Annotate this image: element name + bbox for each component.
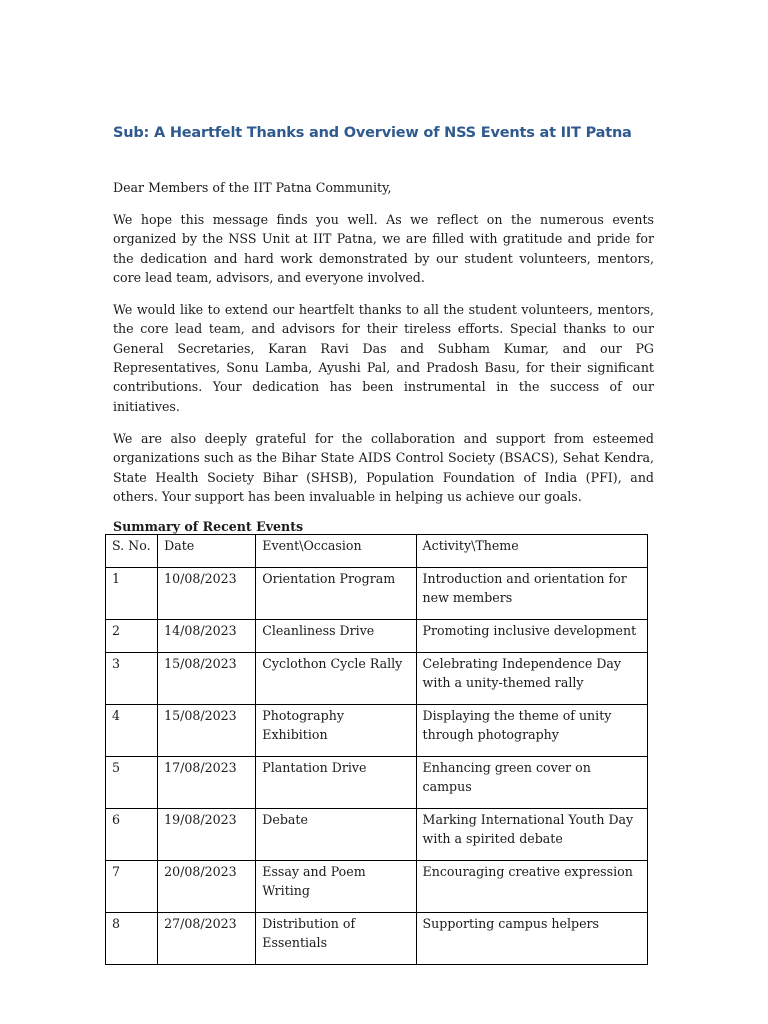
cell-activity: Enhancing green cover on campus <box>416 757 647 809</box>
greeting: Dear Members of the IIT Patna Community, <box>113 180 392 195</box>
subject-heading: Sub: A Heartfelt Thanks and Overview of NSS Events at IIT Patna <box>113 125 632 141</box>
cell-date: 20/08/2023 <box>158 861 256 913</box>
table-row <box>106 653 648 705</box>
cell-date: 15/08/2023 <box>158 653 256 705</box>
table-row <box>106 809 648 861</box>
cell-activity: Displaying the theme of unity through photography <box>416 705 647 757</box>
table-row <box>106 705 648 757</box>
cell-serial: 5 <box>106 757 158 809</box>
header-date: Date <box>158 535 256 568</box>
header-event: Event\Occasion <box>256 535 416 568</box>
cell-date: 17/08/2023 <box>158 757 256 809</box>
table-header-row <box>106 535 648 568</box>
cell-event: Plantation Drive <box>256 757 416 809</box>
cell-date: 10/08/2023 <box>158 568 256 620</box>
cell-event: Cleanliness Drive <box>256 620 416 653</box>
cell-activity: Marking International Youth Day with a spirited debate <box>416 809 647 861</box>
cell-activity: Supporting campus helpers <box>416 913 647 965</box>
cell-event: Essay and Poem Writing <box>256 861 416 913</box>
paragraph-thanks: We would like to extend our heartfelt thanks to all the student volunteers, mentors, the core lead team, and advisors for their tireless efforts. Special thanks to our General Secretaries, Karan Ravi Das and Subham Kumar, and our PG Representatives, Sonu Lamba, Ayushi Pal, and Pradosh Basu, for their significant contributions. Your dedication has been instrumental in the success of our initiatives. <box>113 302 654 414</box>
cell-serial: 2 <box>106 620 158 653</box>
cell-event: Photography Exhibition <box>256 705 416 757</box>
cell-serial: 7 <box>106 861 158 913</box>
letter-body <box>113 125 654 547</box>
cell-date: 15/08/2023 <box>158 705 256 757</box>
table-row <box>106 568 648 620</box>
cell-event: Distribution of Essentials <box>256 913 416 965</box>
cell-serial: 3 <box>106 653 158 705</box>
table-row <box>106 620 648 653</box>
events-table <box>105 534 648 965</box>
cell-date: 27/08/2023 <box>158 913 256 965</box>
cell-event: Orientation Program <box>256 568 416 620</box>
header-activity: Activity\Theme <box>416 535 647 568</box>
cell-event: Debate <box>256 809 416 861</box>
paragraph-organizations: We are also deeply grateful for the collaboration and support from esteemed organizations such as the Bihar State AIDS Control Society (BSACS), Sehat Kendra, State Health Society Bihar (SHSB), Population Foundation of India (PFI), and others. Your support has been invaluable in helping us achieve our goals. <box>113 430 654 504</box>
table-row <box>106 913 648 965</box>
header-serial: S. No. <box>106 535 158 568</box>
cell-activity: Encouraging creative expression <box>416 861 647 913</box>
cell-activity: Introduction and orientation for new members <box>416 568 647 620</box>
cell-event: Cyclothon Cycle Rally <box>256 653 416 705</box>
cell-activity: Celebrating Independence Day with a unity-themed rally <box>416 653 647 705</box>
table-row <box>106 757 648 809</box>
cell-serial: 6 <box>106 809 158 861</box>
paragraph-intro: We hope this message finds you well. As we reflect on the numerous events organized by the NSS Unit at IIT Patna, we are filled with gratitude and pride for the dedication and hard work demonstrated by our student volunteers, mentors, core lead team, advisors, and everyone involved. <box>113 212 654 285</box>
table-row <box>106 861 648 913</box>
cell-date: 19/08/2023 <box>158 809 256 861</box>
cell-serial: 8 <box>106 913 158 965</box>
cell-activity: Promoting inclusive development <box>416 620 647 653</box>
summary-heading: Summary of Recent Events <box>113 519 304 535</box>
cell-date: 14/08/2023 <box>158 620 256 653</box>
cell-serial: 1 <box>106 568 158 620</box>
cell-serial: 4 <box>106 705 158 757</box>
